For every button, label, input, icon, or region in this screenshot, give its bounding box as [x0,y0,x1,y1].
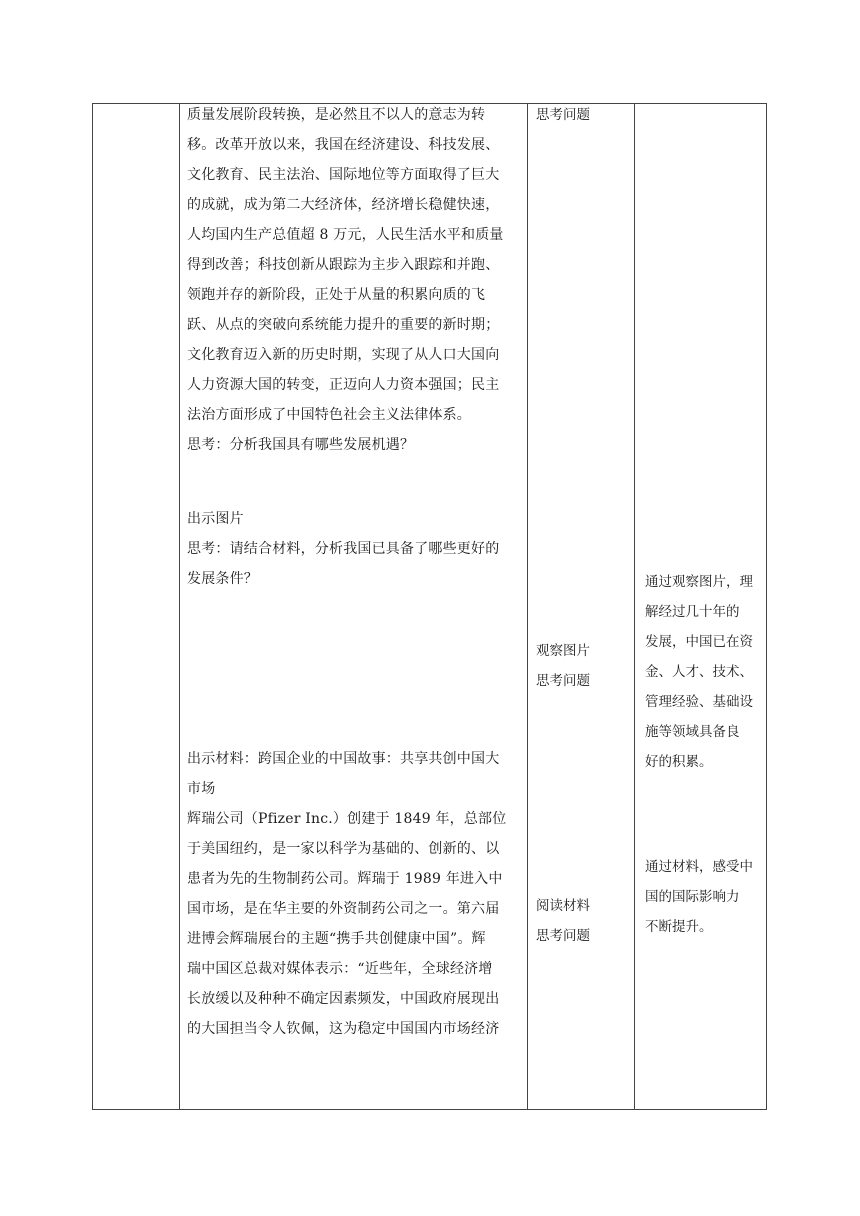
text-line: 于美国纽约，是一家以科学为基础的、创新的、以 [187,841,500,857]
text-line: 出示图片 [187,511,244,527]
text-line: 金、人才、技术、 [645,664,753,680]
picture-prompt [187,504,525,594]
design-intent-cell [645,104,763,1109]
column-divider [527,104,528,1109]
text-line: 领跑并存的新阶段，正处于从量的积累向质的飞 [187,287,486,303]
text-line: 文化教育、民主法治、国际地位等方面取得了巨大 [187,167,500,183]
text-line: 思考：分析我国具有哪些发展机遇？ [187,437,415,453]
text-line: 发展条件？ [187,571,258,587]
text-line: 跃、从点的突破向系统能力提升的重要的新时期； [187,317,500,333]
design-intent-2 [645,852,763,942]
text-line: 思考：请结合材料，分析我国已具备了哪些更好的 [187,541,500,557]
text-line: 移。改革开放以来，我国在经济建设、科技发展、 [187,137,500,153]
text-line: 发展，中国已在资 [645,634,753,650]
design-intent-1 [645,567,763,777]
text-line: 阅读材料 [536,898,590,914]
text-line: 思考问题 [536,107,590,123]
text-line: 的成就，成为第二大经济体，经济增长稳健快速， [187,197,500,213]
material-passage [187,100,525,460]
text-line: 观察图片 [536,643,590,659]
text-line: 人力资源大国的转变，正迈向人力资本强国；民主 [187,377,500,393]
text-line: 不断提升。 [645,919,713,935]
text-line: 进博会辉瑞展台的主题“携手共创健康中国”。辉 [187,931,486,947]
text-line: 通过材料，感受中 [645,859,753,875]
text-line: 国市场，是在华主要的外资制药公司之一。第六届 [187,901,500,917]
student-activity-2 [536,636,636,696]
text-line: 好的积累。 [645,754,713,770]
text-line: 辉瑞公司（Pfizer Inc.）创建于 1849 年，总部位 [187,811,507,827]
text-line: 市场 [187,781,216,797]
text-line: 文化教育迈入新的历史时期，实现了从人口大国向 [187,347,500,363]
text-line: 法治方面形成了中国特色社会主义法律体系。 [187,407,471,423]
text-line: 得到改善；科技创新从跟踪为主步入跟踪和并跑、 [187,257,500,273]
student-activity-3 [536,891,636,951]
text-line: 患者为先的生物制药公司。辉瑞于 1989 年进入中 [187,871,503,887]
text-line: 思考问题 [536,673,590,689]
text-line: 出示材料：跨国企业的中国故事：共享共创中国大 [187,751,500,767]
text-line: 通过观察图片，理 [645,574,753,590]
column-divider [179,104,180,1109]
lesson-table [92,103,767,1110]
student-activity-1 [536,100,636,130]
text-line: 解经过几十年的 [645,604,740,620]
text-line: 人均国内生产总值超 8 万元，人民生活水平和质量 [187,227,504,243]
text-line: 的大国担当令人钦佩，这为稳定中国国内市场经济 [187,1021,500,1037]
text-line: 长放缓以及种种不确定因素频发，中国政府展现出 [187,991,500,1007]
pfizer-material [187,744,525,1044]
text-line: 思考问题 [536,928,590,944]
text-line: 质量发展阶段转换，是必然且不以人的意志为转 [187,107,486,123]
text-line: 国的国际影响力 [645,889,740,905]
text-line: 瑞中国区总裁对媒体表示：“近些年，全球经济增 [187,961,493,977]
text-line: 施等领域具备良 [645,724,740,740]
text-line: 管理经验、基础设 [645,694,753,710]
student-activity-cell [536,104,636,1109]
teacher-activity-cell [187,104,525,1109]
